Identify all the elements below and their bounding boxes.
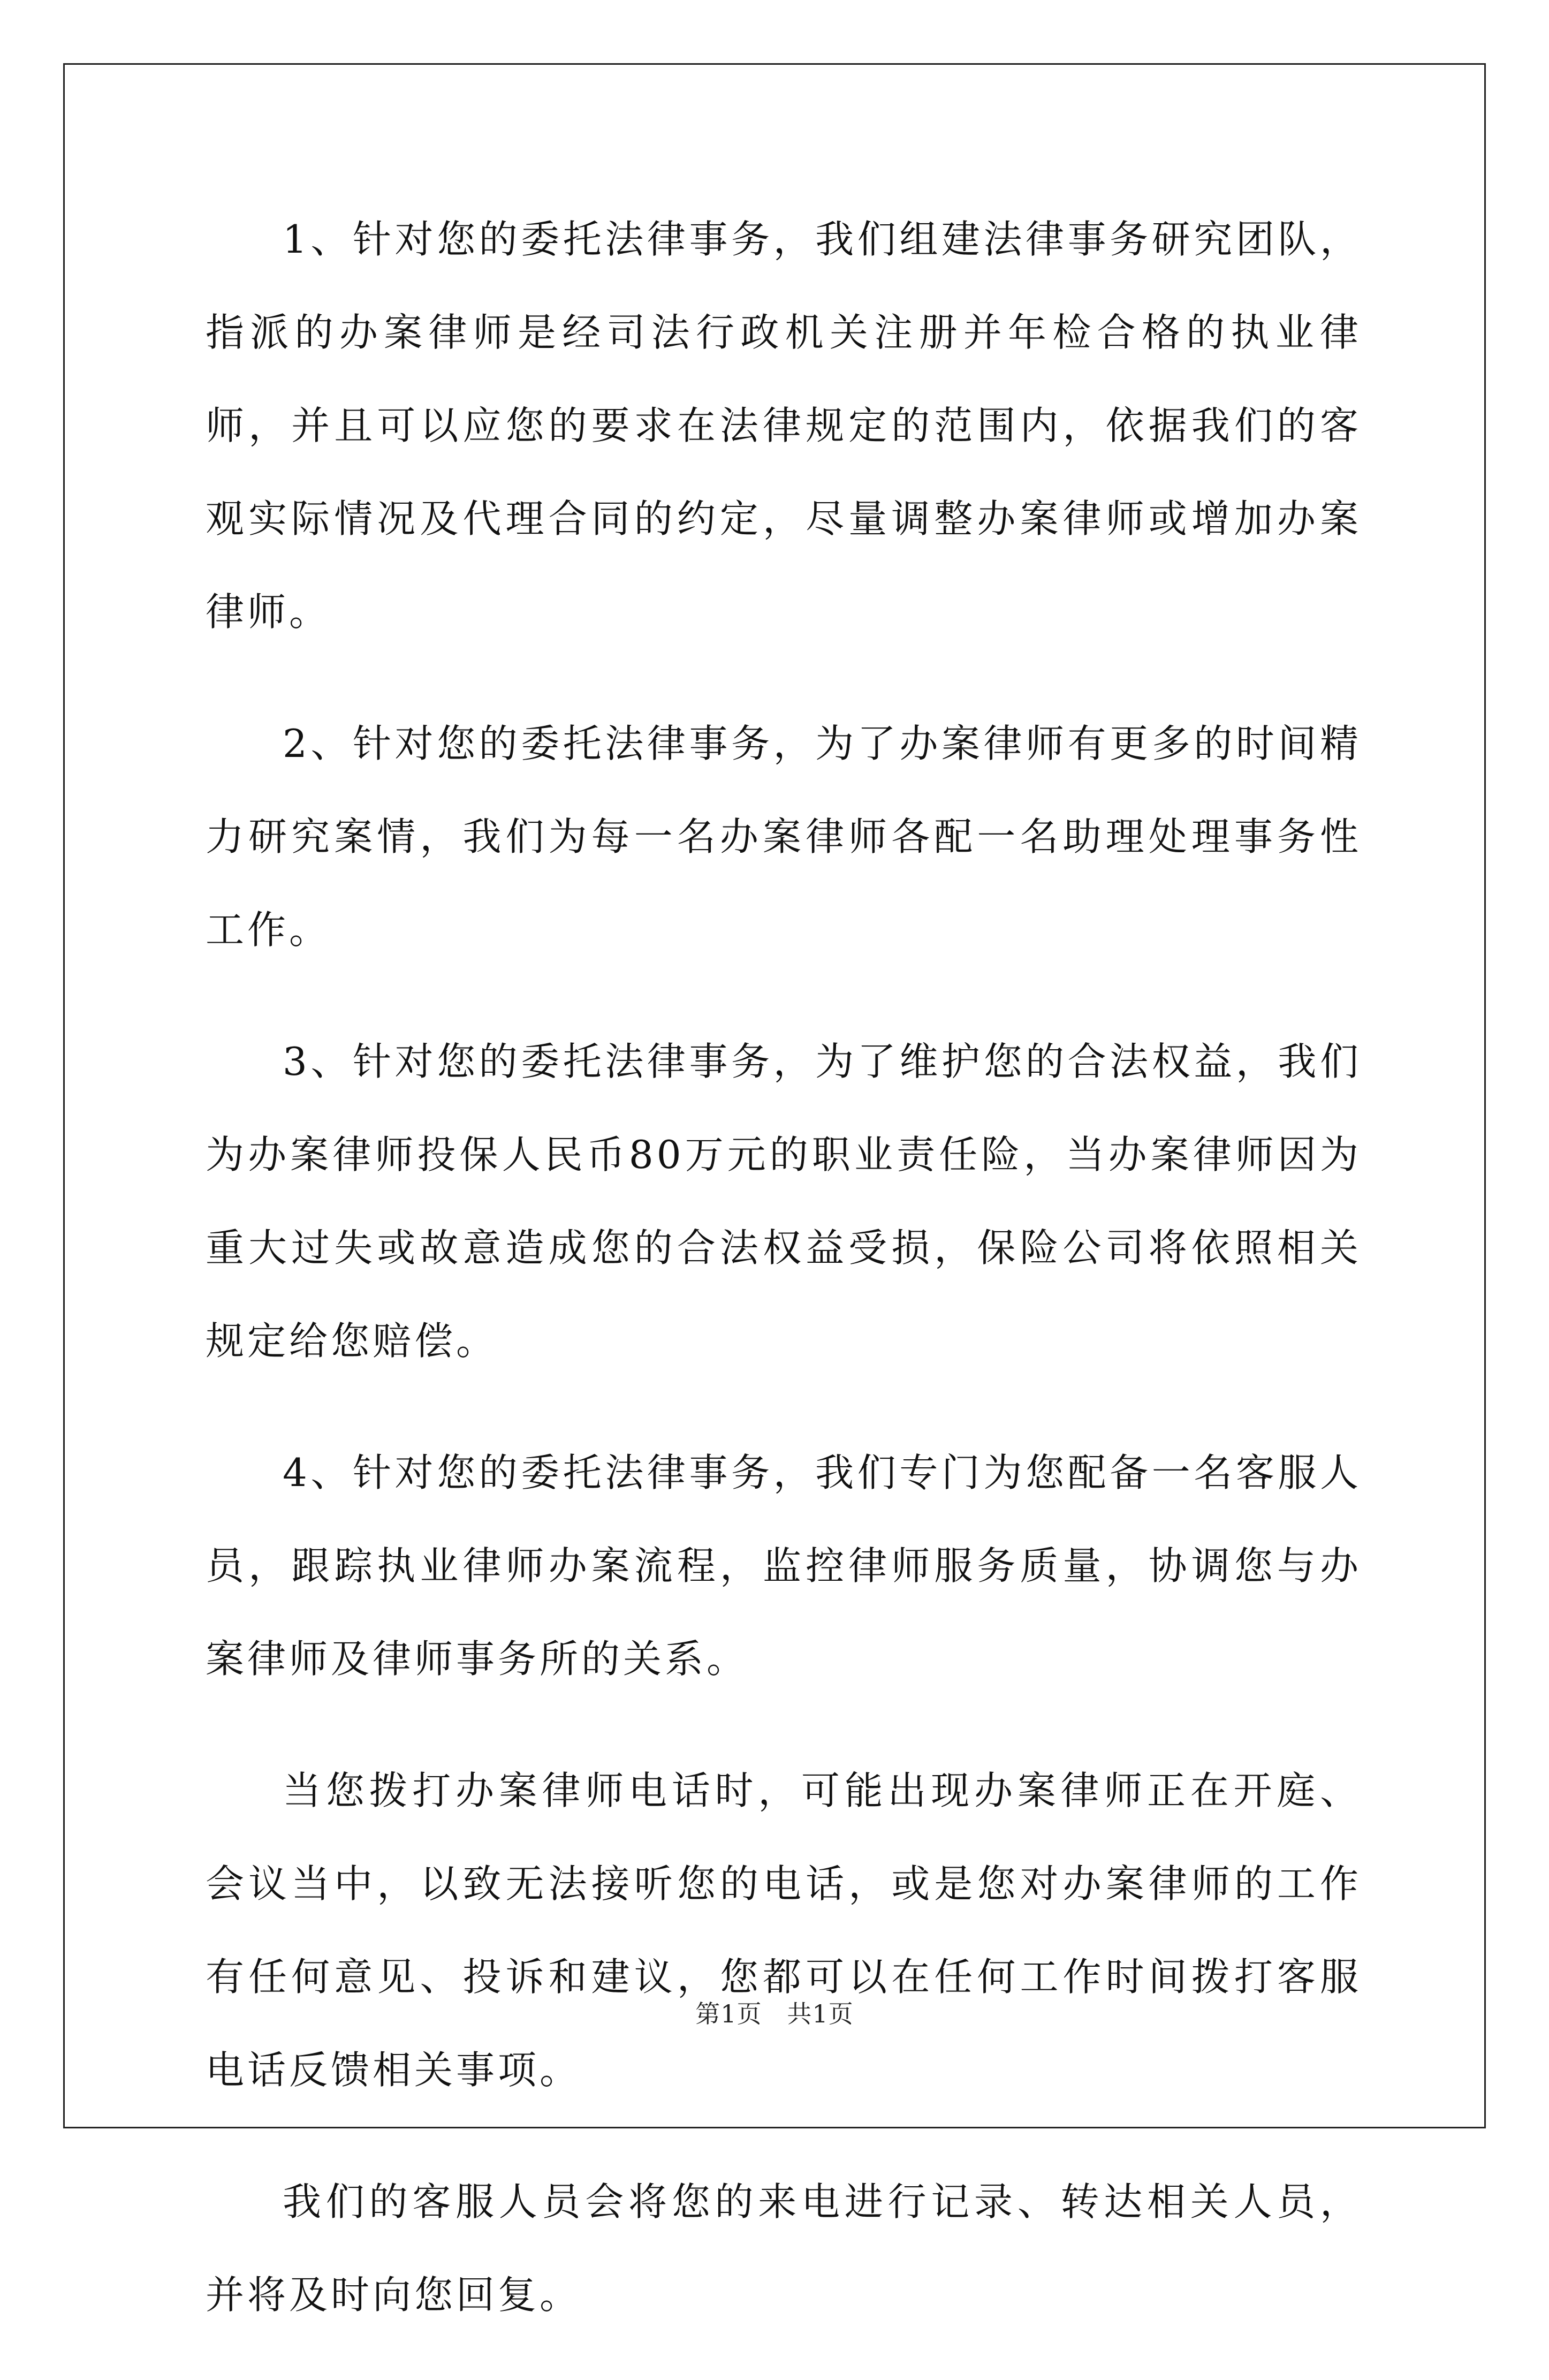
paragraph-4: 4、针对您的委托法律事务，我们专门为您配备一名客服人员，跟踪执业律师办案流程，监控律师服务质量，协调您与办案律师及律师事务所的关系。	[206, 1450, 1362, 1681]
paragraph-2: 2、针对您的委托法律事务，为了办案律师有更多的时间精力研究案情，我们为每一名办案律师各配一名助理处理事务性工作。	[206, 721, 1362, 952]
paragraph-6: 我们的客服人员会将您的来电进行记录、转达相关人员，并将及时向您回复。	[206, 2179, 1362, 2317]
paragraph-1: 1、针对您的委托法律事务，我们组建法律事务研究团队，指派的办案律师是经司法行政机关注册并年检合格的执业律师，并且可以应您的要求在法律规定的范围内，依据我们的客观实际情况及代理合同的约定，尽量调整办案律师或增加办案律师。	[206, 217, 1362, 634]
page-number-footer: 第1页 共1页	[695, 1999, 854, 2028]
paragraph-3: 3、针对您的委托法律事务，为了维护您的合法权益，我们为办案律师投保人民币80万元的职业责任险，当办案律师因为重大过失或故意造成您的合法权益受损，保险公司将依照相关规定给您赔偿。	[206, 1039, 1362, 1363]
document-body	[206, 193, 1362, 2380]
paragraph-5: 当您拨打办案律师电话时，可能出现办案律师正在开庭、会议当中，以致无法接听您的电话，或是您对办案律师的工作有任何意见、投诉和建议，您都可以在任何工作时间拨打客服电话反馈相关事项。	[206, 1768, 1362, 2093]
